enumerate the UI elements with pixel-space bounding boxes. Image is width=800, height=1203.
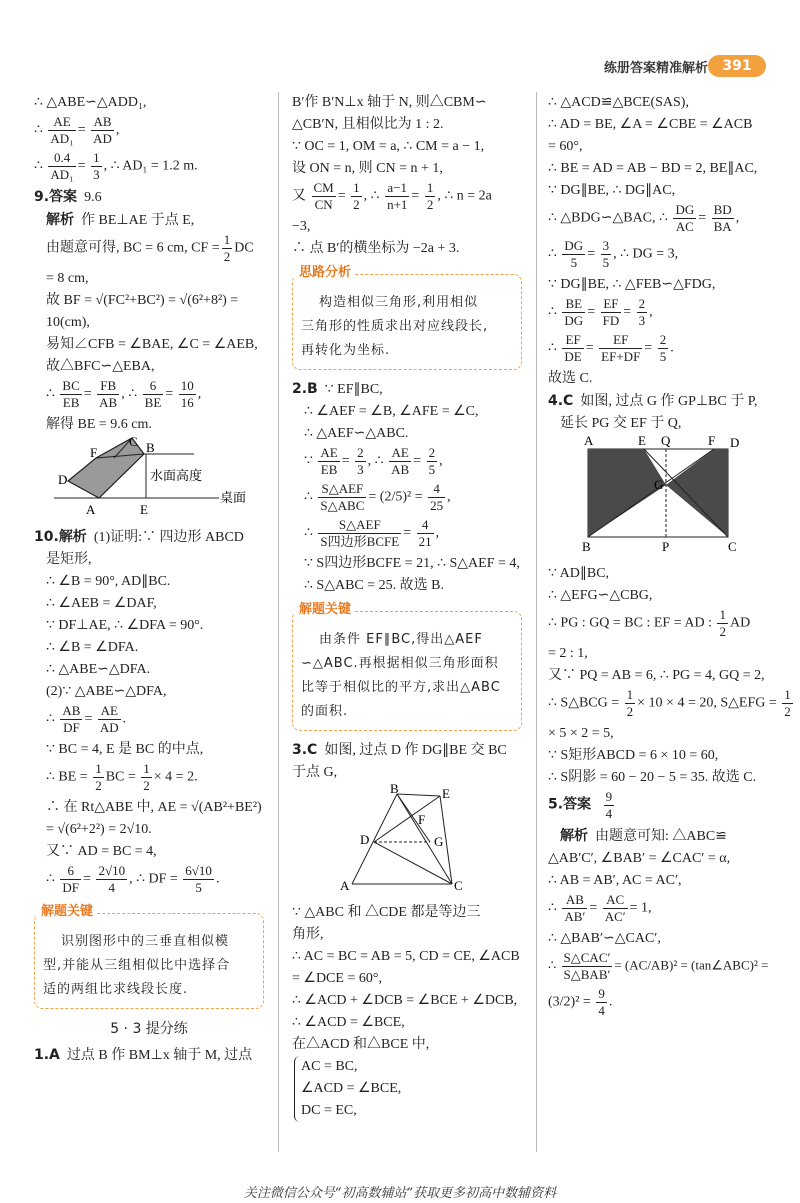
svg-text:G: G [654,477,664,492]
question-10: 10.解析 (1)证明:∵ 四边形 ABCD [34,528,244,545]
tip-label: 解题关键 [295,600,355,620]
text-line: ∴ △BDG∽△BAC, ∴ $\frac{DG}{AC}$ = $\frac{BD}{BA}$ , [548,202,740,234]
svg-text:桌面: 桌面 [220,490,247,505]
text-line: × 5 × 2 = 5, [548,725,614,741]
column-divider [278,92,279,1152]
text-line: ∴ △AEF∽△ABC. [304,426,409,441]
question-4: 4.C 如图, 过点 G 作 GP⊥BC 于 P, [548,393,758,409]
text-line: 延长 PG 交 EF 于 Q, [560,416,682,431]
tip-box [292,265,522,370]
text-line: = ∠DCE = 60°, [292,970,382,986]
text-line: ∴ BE = $\frac{1}{2}$ BC = $\frac{1}{2}$ × 4 = 2. [46,760,198,793]
text-line: ∴ $\frac{EF}{DE}$ = $\frac{EF}{EF+DF}$ = $\frac{2}{5}$ . [548,332,674,364]
svg-text:F: F [90,445,98,460]
page-number-badge: 391 [708,55,766,77]
text-line: ∴ ∠ACD + ∠DCB = ∠BCE + ∠DCB, [292,992,518,1008]
footer-note: 关注微信公众号“初高数辅站”获取更多初高中数辅资料 [243,1186,557,1201]
svg-text:G: G [434,834,444,849]
tip-box [34,903,264,1009]
svg-text:F: F [418,812,426,827]
question-2: 2.B ∵ EF∥BC, [292,381,383,397]
text-line: ∴ $\frac{BE}{DG}$ = $\frac{EF}{FD}$ = $\frac{2}{3}$ , [548,296,653,328]
text-line: ∵ △ABC 和 △CDE 都是等边三 [292,904,481,920]
text-line: 故 BF = √(FC²+BC²) = √(6²+8²) = [46,293,239,308]
text-line: B′作 B′N⊥x 轴于 N, 则△CBM∽ [292,95,487,110]
equation-system [294,1056,522,1122]
tip-text: 由条件 EF∥BC,得出△AEF [319,632,483,647]
tip-text: 再转化为坐标. [301,343,391,358]
question-5-answer: 5.答案 $\frac{9}{4}$ [548,788,613,821]
header-title: 练册答案精准解析 [603,61,708,76]
svg-text:A: A [340,878,350,893]
text-line: ∴ ∠B = ∠DFA. [46,639,139,655]
text-line: ∴ ∠AEB = ∠DAF, [46,595,157,611]
svg-text:C: C [454,878,463,893]
text-line: 角形, [292,926,324,942]
question-9-answer: 9.答案 9.6 [34,189,102,205]
text-line: ∴ BE = AD = AB − BD = 2, BE∥AC, [548,161,758,176]
text-line: △AB′C′, ∠BAB′ = ∠CAC′ = α, [548,850,731,866]
question-1: 1.A 过点 B 作 BM⊥x 轴于 M, 过点 [34,1046,253,1063]
column-3 [548,92,791,1022]
svg-text:E: E [140,502,148,517]
text-line: 设 ON = n, 则 CN = n + 1, [292,161,443,176]
text-line: ∴ 点 B′的横坐标为 −2a + 3. [292,241,460,256]
text-line: ∴ $\frac{DG}{5}$ = $\frac{3}{5}$ , ∴ DG = 3, [548,238,679,270]
text-line: ∴ $\frac{6}{DF}$ = $\frac{2√10}{4}$ , ∴ DF = $\frac{6√10}{5}$ . [46,862,220,895]
text-line: = √(6²+2²) = 2√10. [46,821,152,837]
tip-label: 解题关键 [37,902,97,922]
text-line: 在△ACD 和△BCE 中, [292,1036,430,1052]
text-line: ∴ △BAB′∽△CAC′, [548,930,661,946]
figure-water-tank [34,436,254,518]
text-line: ∠ACD = ∠BCE, [301,1080,402,1096]
text-line: ∴ $\frac{\text{S△AEF}}{\text{S△ABC}}$ = (2/5)² = $\frac{4}{25}$ , [304,481,451,513]
svg-text:水面高度: 水面高度 [150,468,203,483]
tip-text: ∽△ABC.再根据相似三角形面积 [301,656,499,671]
text-line: 由题意可得, BC = 6 cm, CF = $\frac{1}{2}$ DC [46,232,254,264]
text-line: 10(cm), [46,315,90,330]
text-line: (3/2)² = $\frac{9}{4}$ . [548,985,613,1018]
text-line: ∵ BC = 4, E 是 BC 的中点, [46,741,204,757]
tip-text: 比等于相似比的平方,求出△ABC [301,680,501,695]
text-line: 于点 G, [292,765,338,780]
svg-text:B: B [146,440,155,455]
tip-text: 适的两组比求线段长度. [43,981,189,997]
text-line: ∴ S△ABC = 25. 故选 B. [304,578,444,593]
page-header [0,52,800,82]
text-line: ∴ $\frac{AB}{AB'}$ = $\frac{AC}{AC'}$ = 1, [548,891,652,924]
column-divider [536,92,537,1152]
text-line: ∴ 在 Rt△ABE 中, AE = √(AB²+BE²) [46,799,262,815]
text-line: △CB′N, 且相似比为 1 : 2. [292,117,444,132]
text-line: ∴ ∠AEF = ∠B, ∠AFE = ∠C, [304,404,479,419]
text-line: 是矩形, [46,551,92,567]
text-line: ∵ DG∥BE, ∴ △FEB∽△FDG, [548,277,716,292]
question-3: 3.C 如图, 过点 D 作 DG∥BE 交 BC [292,742,507,758]
svg-text:B: B [390,784,399,796]
svg-text:C: C [129,436,138,449]
text-line: −3, [292,219,311,234]
svg-text:E: E [442,786,450,801]
text-line: ∴ $\frac{BC}{EB}$ = $\frac{FB}{AB}$ , ∴ $\frac{6}{BE}$ = $\frac{10}{16}$ , [46,378,202,410]
text-line: ∵ S四边形BCFE = 21, ∴ S△AEF = 4, [304,556,520,571]
figure-rectangle [548,435,768,555]
tip-text: 型,并能从三组相似比中选择合 [43,957,231,973]
text-line: ∴ PG : GQ = BC : EF = AD : $\frac{1}{2}$ AD [548,606,751,639]
text-line: ∵ S矩形ABCD = 6 × 10 = 60, [548,747,719,763]
svg-text:A: A [584,435,594,448]
column-1 [34,92,264,1067]
text-line: ∴ $\frac{AE}{\text{AD₁}}$ = $\frac{AB}{AD}$ , [34,114,120,146]
svg-text:D: D [360,832,370,847]
svg-text:D: D [58,472,68,487]
text-line: ∴ △ACD≌△BCE(SAS), [548,95,689,110]
text-line: ∴ ∠ACD = ∠BCE, [292,1014,405,1030]
tip-box [292,602,522,731]
text-line: ∵ DF⊥AE, ∴ ∠DFA = 90°. [46,617,204,633]
text-line: = 60°, [548,139,583,154]
text-line: 故△BFC∽△EBA, [46,359,155,374]
text-line: = 2 : 1, [548,645,588,661]
column-2 [292,92,522,1122]
text-line: DC = EC, [301,1102,357,1118]
figure-triangles [292,784,512,894]
svg-text:F: F [708,435,716,448]
svg-text:Q: Q [661,435,671,448]
text-line: ∵ $\frac{AE}{EB}$ = $\frac{2}{3}$ , ∴ $\frac{AE}{AB}$ = $\frac{2}{5}$ , [304,445,443,477]
svg-text:A: A [86,502,96,517]
svg-text:B: B [582,539,591,554]
text-line: ∴ S△BCG = $\frac{1}{2}$ × 10 × 4 = 20, S△EFG = $\frac{1}{2}$ [548,686,791,719]
text-line: ∵ DG∥BE, ∴ DG∥AC, [548,183,676,198]
text-line: ∴ AB = AB′, AC = AC′, [548,872,682,888]
text-line: ∴ $\frac{AB}{DF}$ = $\frac{AE}{AD}$ . [46,702,127,735]
text-line: ∴ S阴影 = 60 − 20 − 5 = 35. 故选 C. [548,769,757,785]
section-title: 5 · 3 提分练 [110,1020,188,1037]
text-line: ∴ △EFG∽△CBG, [548,587,653,603]
text-line: ∴ △ABE∽△DFA. [46,661,151,677]
svg-text:D: D [730,435,740,450]
text-line: ∴ △ABE∽△ADD₁, [34,95,147,110]
svg-text:C: C [728,539,737,554]
tip-text: 构造相似三角形,利用相似 [319,295,479,310]
tip-label: 思路分析 [295,263,355,283]
text-line: = 8 cm, [46,271,89,286]
text-line: ∴ $\frac{\text{S△AEF}}{\text{S四边形BCFE}}$ = $\frac{4}{21}$ , [304,517,440,549]
svg-text:E: E [638,435,646,448]
text-line: ∴ $\frac{0.4}{\text{AD₁}}$ = $\frac{1}{3}$ , ∴ AD₁ = 1.2 m. [34,150,198,182]
text-line: ∴ AC = BC = AB = 5, CD = CE, ∠ACB [292,948,520,964]
text-line: 解得 BE = 9.6 cm. [46,417,152,432]
text-line: ∴ AD = BE, ∠A = ∠CBE = ∠ACB [548,117,753,132]
svg-text:P: P [662,539,670,554]
text-line: ∵ AD∥BC, [548,565,610,581]
text-line: ∵ OC = 1, OM = a, ∴ CM = a − 1, [292,139,485,154]
text-line: ∴ ∠B = 90°, AD∥BC. [46,573,171,589]
text-line: 又 $\frac{CM}{CN}$ = $\frac{1}{2}$ , ∴ $\frac{a-1}{n+1}$ = $\frac{1}{2}$ , ∴ n = 2a [292,180,492,212]
text-line: 解析 作 BE⊥AE 于点 E, [46,212,195,228]
tip-text: 三角形的性质求出对应线段长, [301,319,489,334]
text-line: 易知∠CFB = ∠BAE, ∠C = ∠AEB, [46,337,258,352]
text-line: (2)∵ △ABE∽△DFA, [46,683,167,699]
text-line: 解析 由题意可知: △ABC≌ [560,827,727,844]
text-line: AC = BC, [301,1058,358,1074]
text-line: 又∵ PQ = AB = 6, ∴ PG = 4, GQ = 2, [548,667,765,683]
tip-text: 识别图形中的三垂直相似模 [61,933,230,949]
text-line: 又∵ AD = BC = 4, [46,843,157,859]
text-line: 故选 C. [548,371,593,386]
tip-text: 的面积. [301,704,349,719]
text-line: ∴ $\frac{\text{S△CAC′}}{\text{S△BAB′}}$ = (AC/AB)² = (tan∠ABC)² = [548,949,769,982]
